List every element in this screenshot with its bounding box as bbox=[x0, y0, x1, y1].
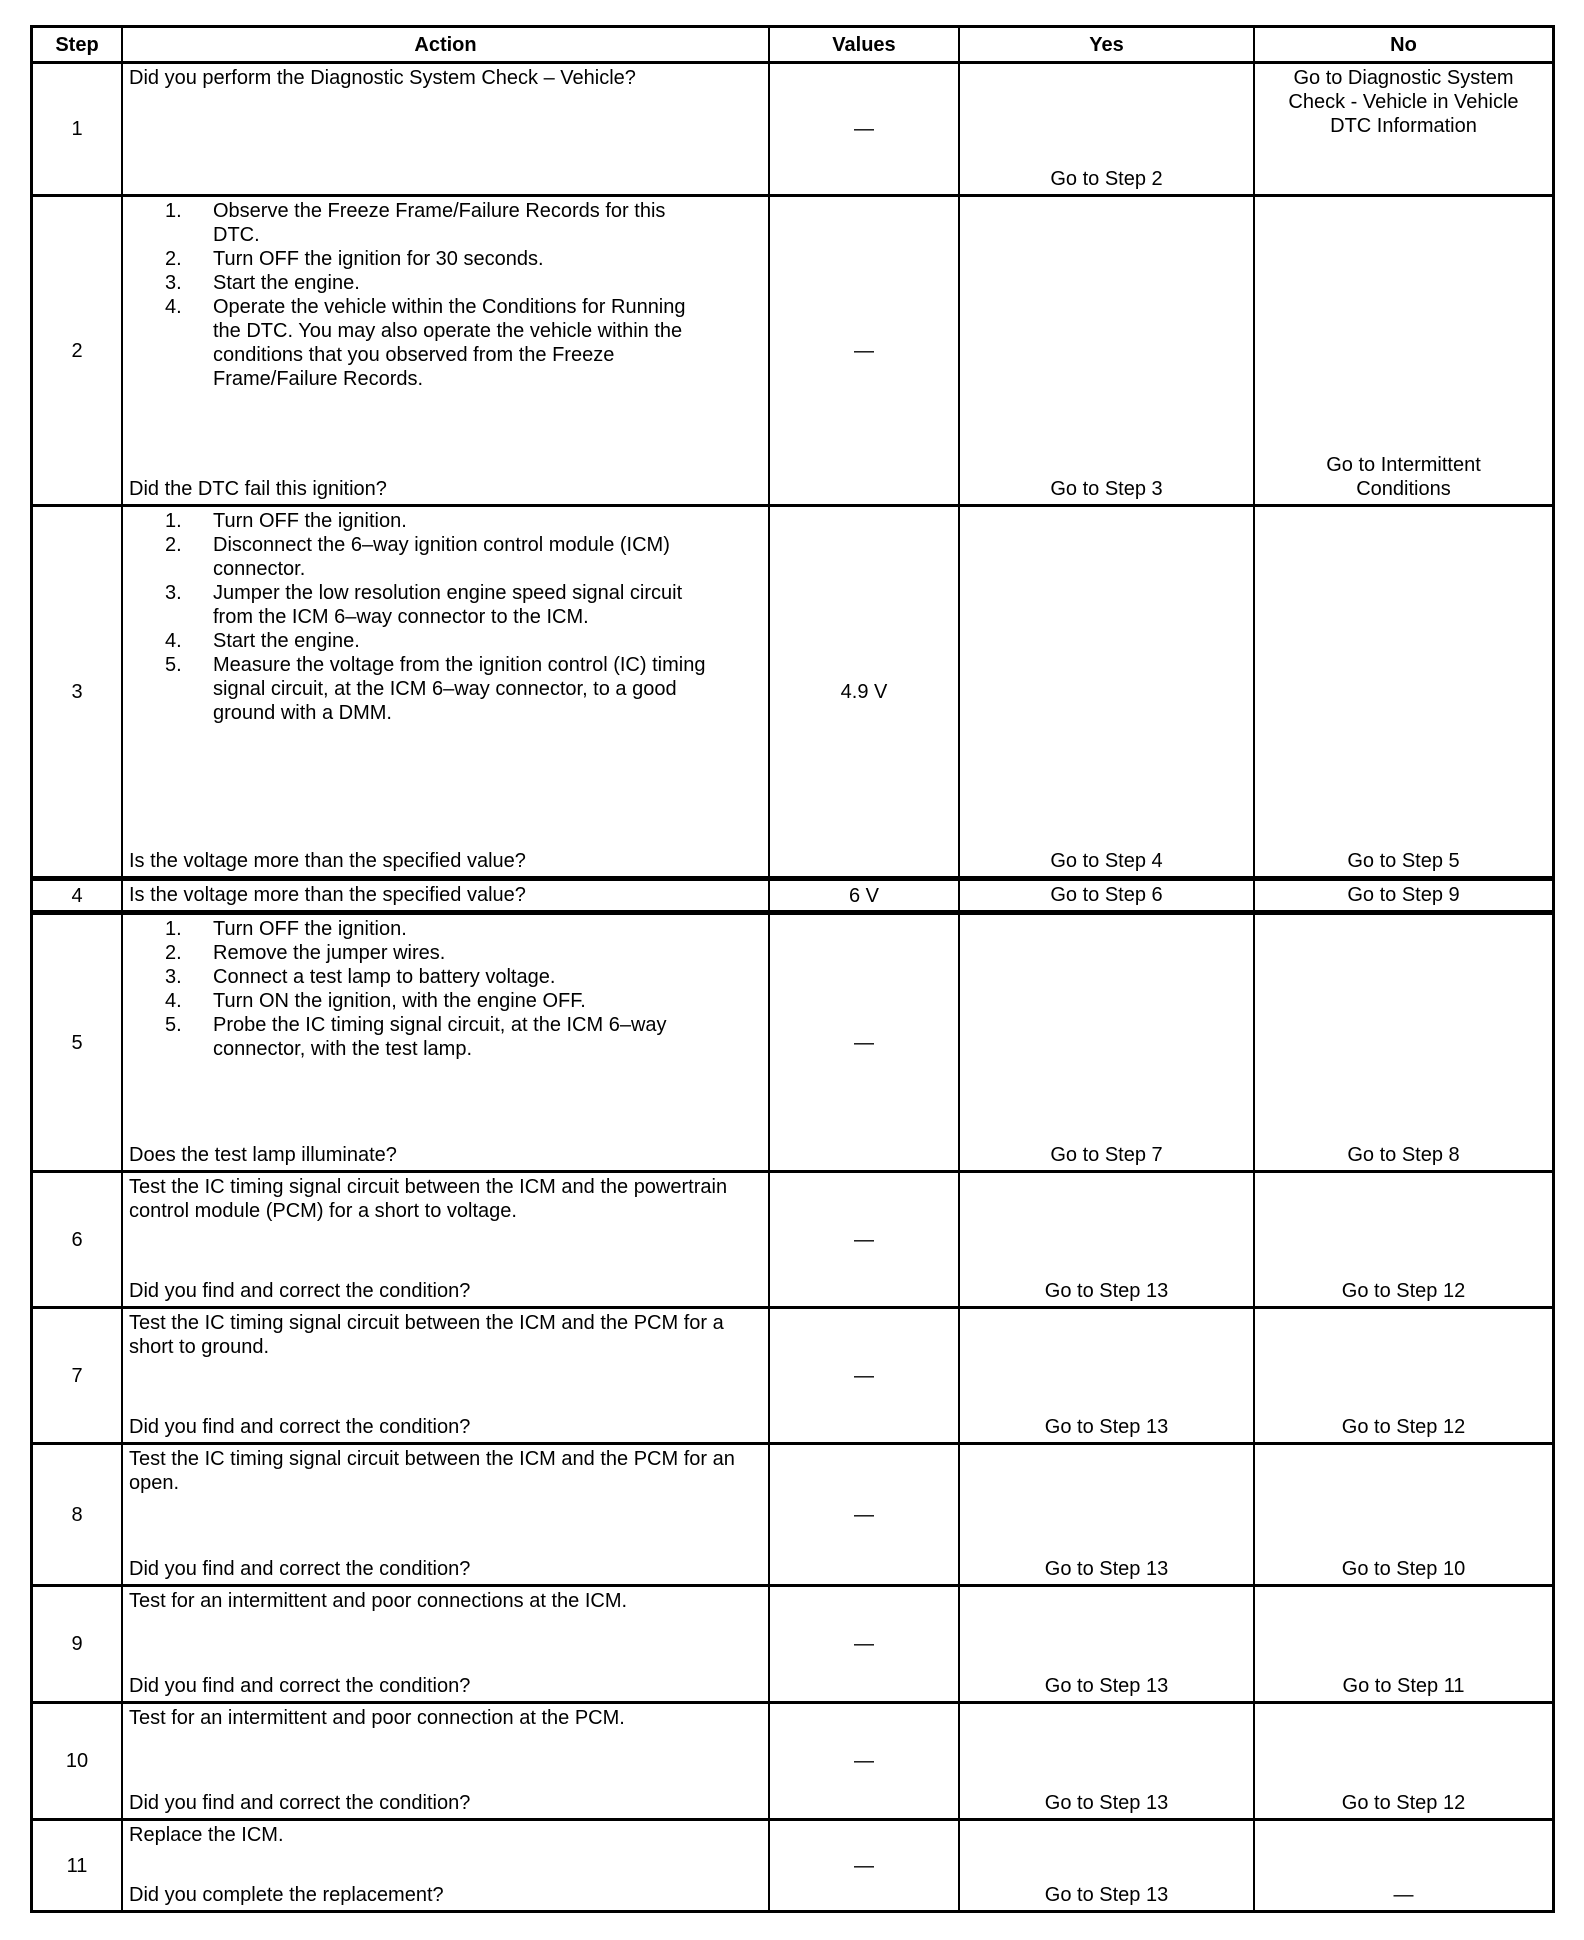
action-list-item bbox=[165, 509, 706, 533]
table-row bbox=[33, 1701, 1552, 1818]
step-cell bbox=[33, 881, 121, 910]
action-cell bbox=[121, 1173, 768, 1306]
value-text: — bbox=[854, 339, 874, 362]
step-number: 1 bbox=[71, 118, 83, 140]
list-item-number: 1. bbox=[165, 200, 182, 222]
table-row bbox=[33, 1170, 1552, 1306]
yes-text: Go to Step 3 bbox=[1050, 478, 1163, 500]
value-text: — bbox=[854, 1503, 874, 1526]
values-cell bbox=[768, 881, 958, 910]
action-intro: Test for an intermittent and poor connection at the PCM. bbox=[129, 1707, 625, 1729]
no-cell bbox=[1253, 1309, 1552, 1442]
yes-cell bbox=[958, 1587, 1253, 1701]
yes-text: Go to Step 13 bbox=[1044, 1792, 1169, 1814]
action-cell bbox=[121, 1587, 768, 1701]
list-item-text: Start the engine. bbox=[213, 272, 360, 294]
action-list-item bbox=[165, 989, 706, 1013]
action-list bbox=[129, 917, 758, 1061]
action-question: Did you find and correct the condition? bbox=[129, 1280, 471, 1302]
step-cell bbox=[33, 915, 121, 1170]
step-number: 8 bbox=[71, 1503, 83, 1526]
yes-text: Go to Step 7 bbox=[1050, 1144, 1163, 1166]
yes-cell bbox=[958, 1309, 1253, 1442]
yes-text: Go to Step 13 bbox=[1044, 1416, 1169, 1438]
action-list-item bbox=[165, 295, 706, 391]
action-intro: Test for an intermittent and poor connections at the ICM. bbox=[129, 1590, 628, 1612]
header-step: Step bbox=[55, 33, 99, 56]
step-cell bbox=[33, 1587, 121, 1701]
list-item-number: 1. bbox=[165, 510, 182, 532]
action-cell bbox=[121, 915, 768, 1170]
action-question: Does the test lamp illuminate? bbox=[129, 1144, 397, 1166]
values-cell bbox=[768, 1821, 958, 1910]
no-text: — bbox=[1393, 1884, 1414, 1906]
step-cell bbox=[33, 64, 121, 194]
action-list-item bbox=[165, 271, 706, 295]
action-question: Is the voltage more than the specified value? bbox=[129, 884, 526, 906]
action-list bbox=[129, 199, 758, 391]
header-yes: Yes bbox=[958, 28, 1253, 61]
action-question: Did the DTC fail this ignition? bbox=[129, 478, 387, 500]
step-cell bbox=[33, 1309, 121, 1442]
no-text: Go to Step 5 bbox=[1347, 850, 1460, 872]
yes-cell bbox=[958, 1821, 1253, 1910]
action-intro: Test the IC timing signal circuit between the ICM and the powertrain control module (PCM) for a short to voltage. bbox=[129, 1176, 728, 1222]
step-number: 7 bbox=[71, 1364, 83, 1387]
yes-cell bbox=[958, 197, 1253, 504]
table-row bbox=[33, 1306, 1552, 1442]
step-number: 6 bbox=[71, 1228, 83, 1251]
action-cell bbox=[121, 1704, 768, 1818]
step-number: 11 bbox=[66, 1854, 88, 1877]
header-no: No bbox=[1253, 28, 1552, 61]
no-text: Go to Step 8 bbox=[1347, 1144, 1460, 1166]
action-list-item bbox=[165, 629, 706, 653]
step-cell bbox=[33, 1821, 121, 1910]
list-item-number: 2. bbox=[165, 942, 182, 964]
list-item-text: Operate the vehicle within the Conditions for Running the DTC. You may also operate the vehicle within the conditions that you observed from the Freeze Frame/Failure Records. bbox=[213, 296, 686, 390]
action-cell bbox=[121, 64, 768, 194]
value-text: — bbox=[854, 1031, 874, 1054]
no-cell bbox=[1253, 1445, 1552, 1584]
yes-text: Go to Step 13 bbox=[1044, 1884, 1169, 1906]
yes-cell bbox=[958, 1173, 1253, 1306]
step-cell bbox=[33, 197, 121, 504]
action-list-item bbox=[165, 247, 706, 271]
step-number: 5 bbox=[71, 1031, 83, 1054]
list-item-text: Turn OFF the ignition. bbox=[213, 510, 407, 532]
no-text: Go to Step 12 bbox=[1341, 1416, 1466, 1438]
action-cell bbox=[121, 881, 768, 910]
list-item-number: 4. bbox=[165, 990, 182, 1012]
value-text: — bbox=[854, 1364, 874, 1387]
value-text: — bbox=[854, 1750, 874, 1772]
action-intro: Test the IC timing signal circuit between the ICM and the PCM for a short to ground. bbox=[129, 1312, 724, 1358]
list-item-text: Turn OFF the ignition for 30 seconds. bbox=[213, 248, 544, 270]
list-item-number: 5. bbox=[165, 1014, 182, 1036]
no-cell bbox=[1253, 1173, 1552, 1306]
no-cell bbox=[1253, 1821, 1552, 1910]
step-cell bbox=[33, 507, 121, 876]
action-cell bbox=[121, 1309, 768, 1442]
action-list-item bbox=[165, 917, 706, 941]
table-row bbox=[33, 1818, 1552, 1910]
no-cell bbox=[1253, 1587, 1552, 1701]
no-cell bbox=[1253, 1704, 1552, 1818]
table-row bbox=[33, 1442, 1552, 1584]
list-item-number: 2. bbox=[165, 248, 182, 270]
table-body bbox=[33, 64, 1552, 1910]
list-item-number: 1. bbox=[165, 918, 182, 940]
no-text: Go to Diagnostic System Check - Vehicle in Vehicle DTC Information bbox=[1288, 67, 1519, 137]
action-list-item bbox=[165, 941, 706, 965]
list-item-number: 3. bbox=[165, 272, 182, 294]
values-cell bbox=[768, 1587, 958, 1701]
action-list-item bbox=[165, 1013, 706, 1061]
table-row bbox=[33, 876, 1552, 910]
step-number: 4 bbox=[71, 884, 83, 907]
yes-cell bbox=[958, 1704, 1253, 1818]
yes-text: Go to Step 6 bbox=[1050, 884, 1163, 906]
step-cell bbox=[33, 1704, 121, 1818]
yes-cell bbox=[958, 1445, 1253, 1584]
step-cell bbox=[33, 1445, 121, 1584]
table-row bbox=[33, 1584, 1552, 1701]
values-cell bbox=[768, 1445, 958, 1584]
action-list-item bbox=[165, 199, 706, 247]
values-cell bbox=[768, 507, 958, 876]
value-text: 6 V bbox=[848, 884, 880, 907]
action-question: Did you find and correct the condition? bbox=[129, 1416, 471, 1438]
no-text: Go to Step 9 bbox=[1347, 884, 1460, 906]
action-intro: Replace the ICM. bbox=[129, 1824, 284, 1846]
no-text: Go to Step 12 bbox=[1341, 1792, 1466, 1814]
values-cell bbox=[768, 1704, 958, 1818]
table-row bbox=[33, 504, 1552, 876]
yes-text: Go to Step 4 bbox=[1050, 850, 1163, 872]
table-row bbox=[33, 194, 1552, 504]
list-item-number: 4. bbox=[165, 296, 182, 318]
step-number: 2 bbox=[71, 339, 83, 362]
values-cell bbox=[768, 197, 958, 504]
no-cell bbox=[1253, 507, 1552, 876]
action-list bbox=[129, 509, 758, 725]
list-item-text: Probe the IC timing signal circuit, at the ICM 6–way connector, with the test lamp. bbox=[213, 1014, 667, 1060]
yes-cell bbox=[958, 915, 1253, 1170]
list-item-text: Observe the Freeze Frame/Failure Records for this DTC. bbox=[213, 200, 666, 246]
action-intro: Test the IC timing signal circuit between the ICM and the PCM for an open. bbox=[129, 1448, 735, 1494]
value-text: — bbox=[854, 1633, 874, 1655]
values-cell bbox=[768, 915, 958, 1170]
yes-text: Go to Step 2 bbox=[1050, 168, 1163, 190]
list-item-number: 3. bbox=[165, 582, 182, 604]
header-action: Action bbox=[121, 28, 768, 61]
step-number: 9 bbox=[71, 1633, 83, 1655]
action-cell bbox=[121, 1821, 768, 1910]
values-cell bbox=[768, 1173, 958, 1306]
value-text: — bbox=[854, 1854, 874, 1877]
list-item-number: 5. bbox=[165, 654, 182, 676]
no-text: Go to Step 11 bbox=[1342, 1675, 1465, 1697]
yes-text: Go to Step 13 bbox=[1044, 1280, 1169, 1302]
action-intro: Did you perform the Diagnostic System Check – Vehicle? bbox=[129, 67, 636, 89]
no-cell bbox=[1253, 197, 1552, 504]
action-list-item bbox=[165, 653, 706, 725]
value-text: — bbox=[854, 118, 874, 140]
yes-cell bbox=[958, 64, 1253, 194]
list-item-text: Measure the voltage from the ignition control (IC) timing signal circuit, at the ICM 6–way connector, to a good ground with a DMM. bbox=[213, 654, 706, 724]
table-row bbox=[33, 64, 1552, 194]
no-text: Go to Step 12 bbox=[1341, 1280, 1466, 1302]
no-cell bbox=[1253, 915, 1552, 1170]
diagnostic-table bbox=[30, 25, 1555, 1913]
no-cell bbox=[1253, 64, 1552, 194]
action-question: Did you find and correct the condition? bbox=[129, 1558, 471, 1580]
action-list-item bbox=[165, 965, 706, 989]
list-item-number: 2. bbox=[165, 534, 182, 556]
yes-text: Go to Step 13 bbox=[1044, 1675, 1169, 1697]
action-list-item bbox=[165, 533, 706, 581]
action-question: Did you find and correct the condition? bbox=[129, 1792, 471, 1814]
list-item-text: Start the engine. bbox=[213, 630, 360, 652]
no-text: Go to Step 10 bbox=[1341, 1558, 1466, 1580]
values-cell bbox=[768, 1309, 958, 1442]
list-item-text: Jumper the low resolution engine speed signal circuit from the ICM 6–way connector to the ICM. bbox=[213, 582, 683, 628]
action-cell bbox=[121, 507, 768, 876]
action-list-item bbox=[165, 581, 706, 629]
values-cell bbox=[768, 64, 958, 194]
no-cell bbox=[1253, 881, 1552, 910]
list-item-text: Turn OFF the ignition. bbox=[213, 918, 407, 940]
no-text: Go to Intermittent Conditions bbox=[1326, 454, 1481, 500]
list-item-text: Remove the jumper wires. bbox=[213, 942, 446, 964]
header-values: Values bbox=[768, 28, 958, 61]
list-item-number: 3. bbox=[165, 966, 182, 988]
value-text: 4.9 V bbox=[840, 680, 888, 703]
list-item-text: Turn ON the ignition, with the engine OFF. bbox=[213, 990, 586, 1012]
yes-text: Go to Step 13 bbox=[1044, 1558, 1169, 1580]
action-question: Did you complete the replacement? bbox=[129, 1884, 444, 1906]
action-cell bbox=[121, 197, 768, 504]
list-item-number: 4. bbox=[165, 630, 182, 652]
step-number: 10 bbox=[65, 1750, 89, 1772]
yes-cell bbox=[958, 881, 1253, 910]
list-item-text: Disconnect the 6–way ignition control module (ICM) connector. bbox=[213, 534, 670, 580]
value-text: — bbox=[854, 1228, 874, 1251]
table-row bbox=[33, 910, 1552, 1170]
action-question: Is the voltage more than the specified value? bbox=[129, 850, 526, 872]
action-question: Did you find and correct the condition? bbox=[129, 1675, 471, 1697]
yes-cell bbox=[958, 507, 1253, 876]
step-number: 3 bbox=[71, 680, 83, 703]
step-cell bbox=[33, 1173, 121, 1306]
table-header bbox=[33, 28, 1552, 64]
list-item-text: Connect a test lamp to battery voltage. bbox=[213, 966, 556, 988]
action-cell bbox=[121, 1445, 768, 1584]
